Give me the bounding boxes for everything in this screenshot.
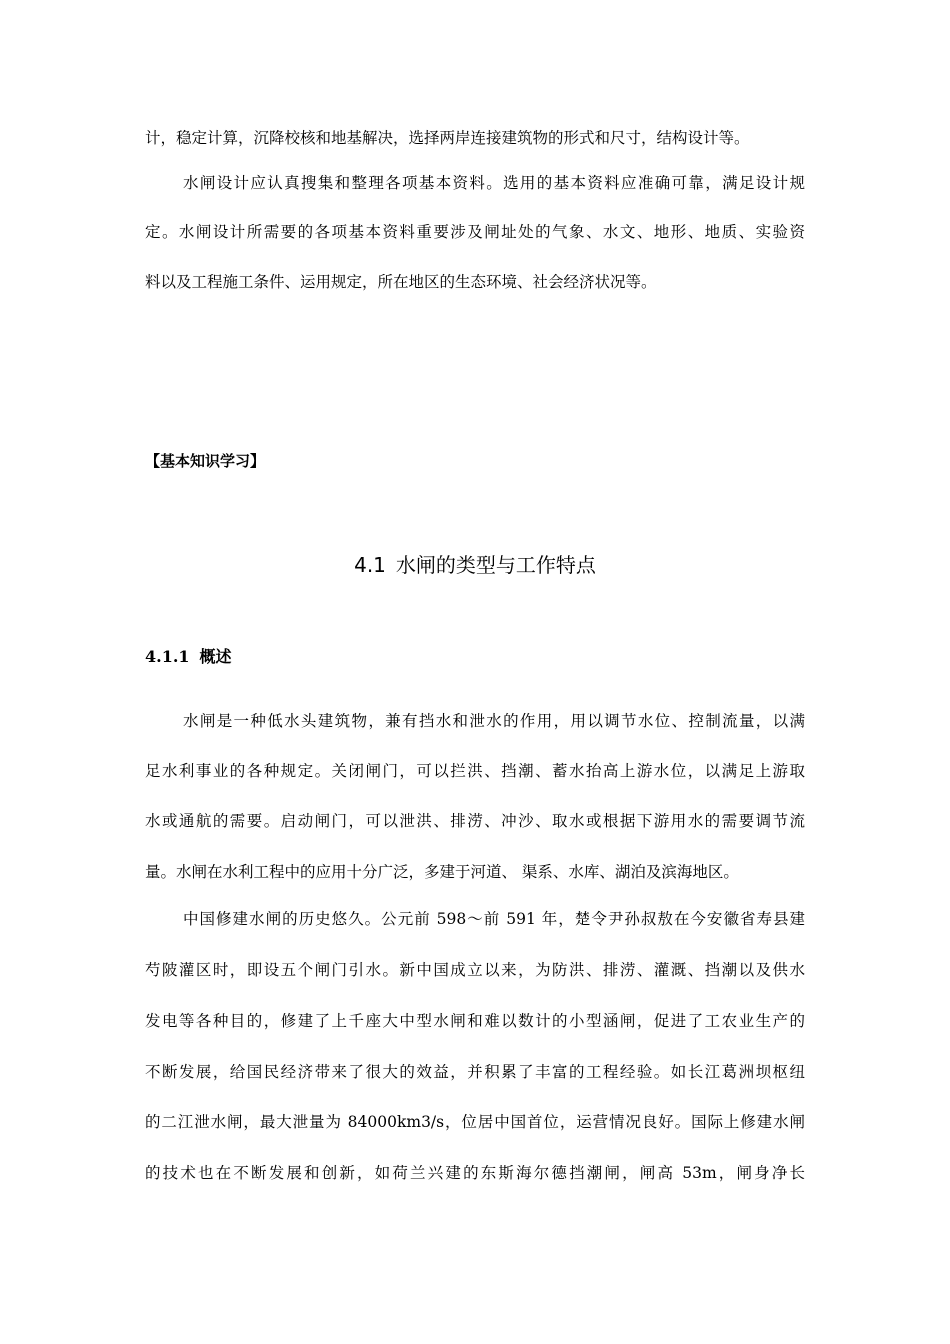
text-line: 足水利事业的各种规定。关闭闸门，可以拦洪、挡潮、蓄水抬高上游水位，以满足上游取 bbox=[145, 762, 805, 780]
text-line: 料以及工程施工条件、运用规定，所在地区的生态环境、社会经济状况等。 bbox=[145, 273, 657, 291]
section-title: 水闸的类型与工作特点 bbox=[395, 553, 596, 577]
text-line: 量。水闸在水利工程中的应用十分广泛，多建于河道、 渠系、水库、湖泊及滨海地区。 bbox=[145, 863, 739, 881]
text-line: 芍陂灌区时，即设五个闸门引水。新中国成立以来，为防洪、排涝、灌溉、挡潮以及供水 bbox=[145, 961, 805, 979]
section-heading bbox=[0, 551, 950, 579]
subsection-heading bbox=[145, 646, 232, 668]
subsection-title: 概述 bbox=[199, 647, 232, 666]
text-line: 水闸设计应认真搜集和整理各项基本资料。选用的基本资料应准确可靠，满足设计规 bbox=[183, 174, 805, 192]
text-line: 不断发展，给国民经济带来了很大的效益，并积累了丰富的工程经验。如长江葛洲坝枢纽 bbox=[145, 1063, 805, 1081]
text-line: 的二江泄水闸，最大泄量为 84000km3/s，位居中国首位，运营情况良好。国际上修建水闸 bbox=[145, 1113, 805, 1131]
knowledge-label: 【基本知识学习】 bbox=[145, 452, 266, 470]
text-line: 的技术也在不断发展和创新，如荷兰兴建的东斯海尔德挡潮闸，闸高 53m，闸身净长 bbox=[145, 1164, 805, 1182]
text-line: 定。水闸设计所需要的各项基本资料重要涉及闸址处的气象、水文、地形、地质、实验资 bbox=[145, 223, 805, 241]
text-line: 计，稳定计算，沉降校核和地基解决，选择两岸连接建筑物的形式和尺寸，结构设计等。 bbox=[145, 129, 750, 147]
text-line: 水闸是一种低水头建筑物，兼有挡水和泄水的作用，用以调节水位、控制流量，以满 bbox=[183, 712, 805, 730]
text-line: 发电等各种目的，修建了上千座大中型水闸和难以数计的小型涵闸，促进了工农业生产的 bbox=[145, 1012, 805, 1030]
section-number: 4.1 bbox=[354, 553, 386, 577]
text-line: 中国修建水闸的历史悠久。公元前 598～前 591 年，楚令尹孙叔敖在今安徽省寿县建 bbox=[183, 910, 805, 928]
subsection-number: 4.1.1 bbox=[145, 647, 190, 666]
text-line: 水或通航的需要。启动闸门，可以泄洪、排涝、冲沙、取水或根据下游用水的需要调节流 bbox=[145, 812, 805, 830]
